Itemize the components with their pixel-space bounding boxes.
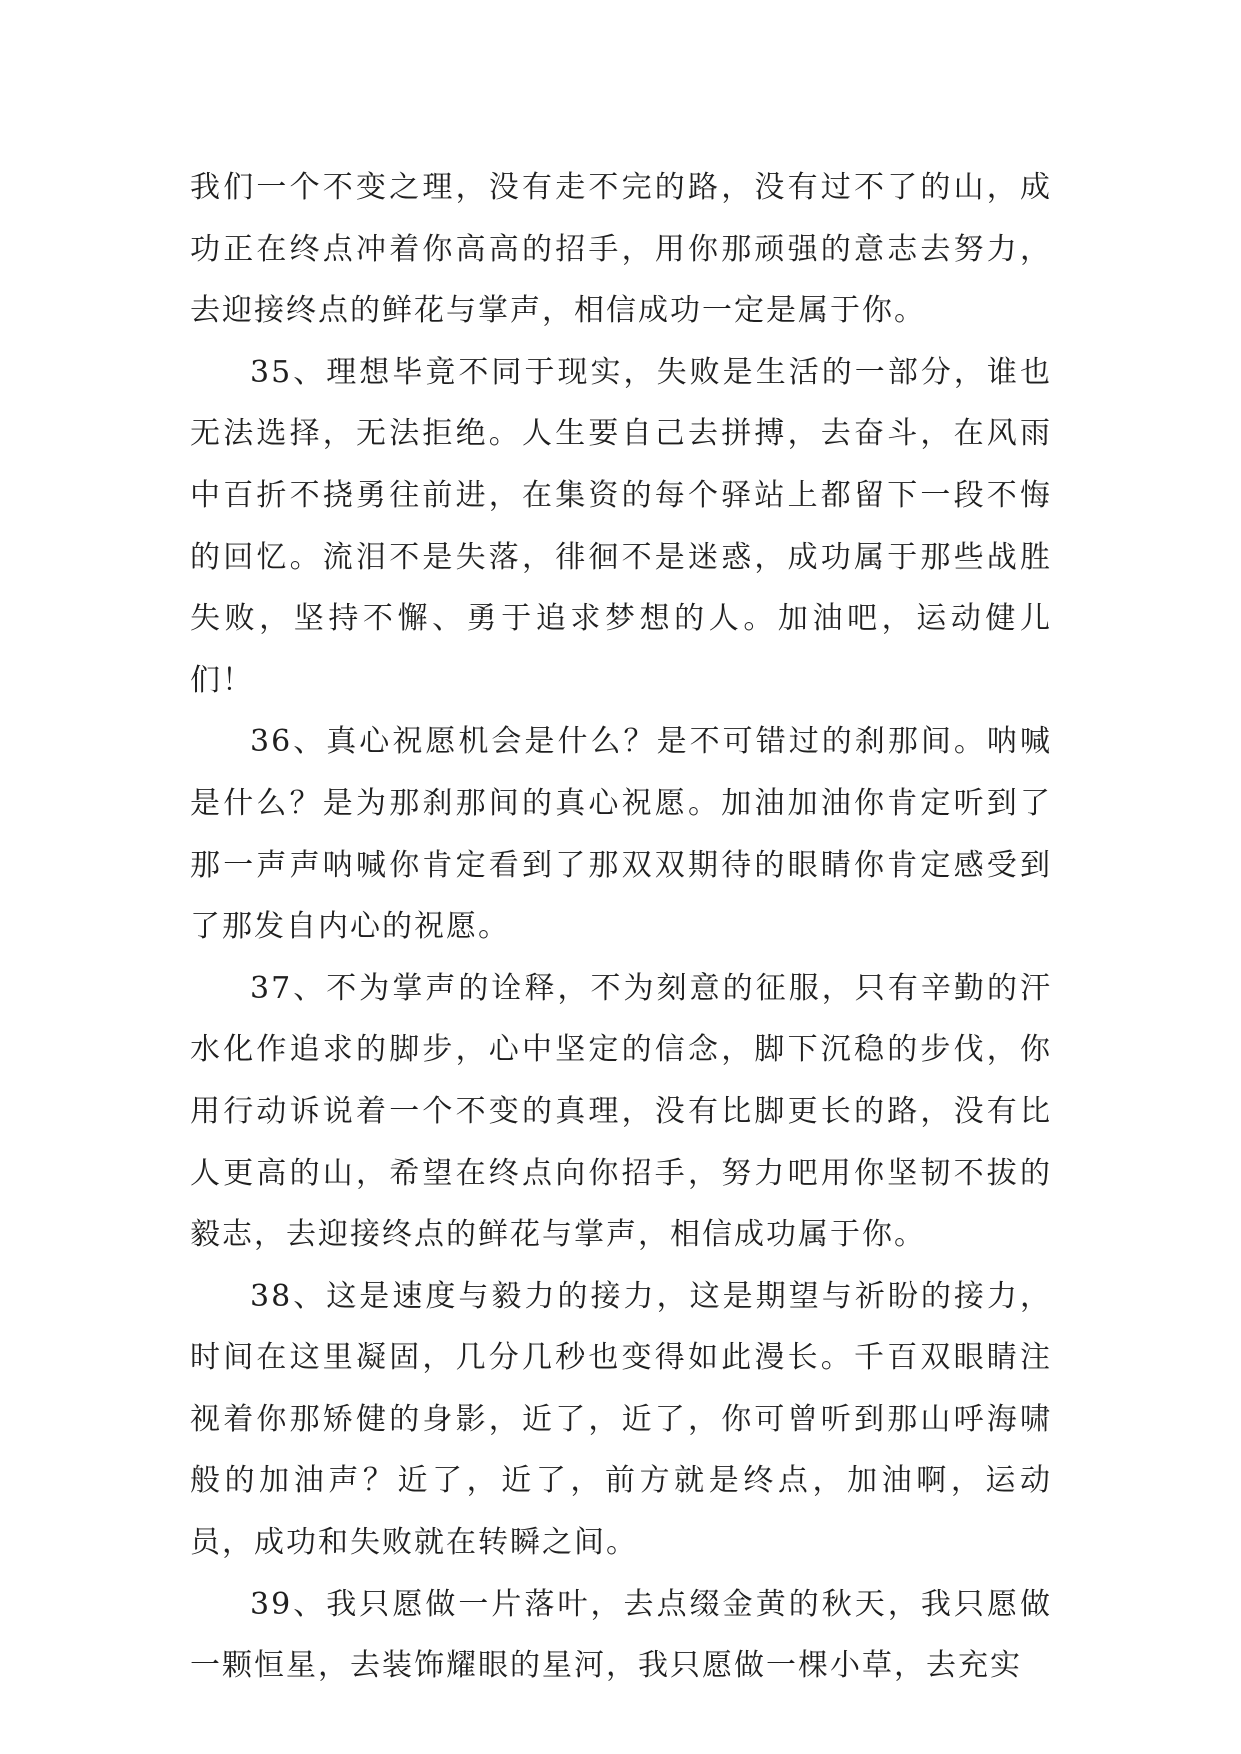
paragraph-36: 36、真心祝愿机会是什么？是不可错过的刹那间。呐喊是什么？是为那刹那间的真心祝愿。加油加油你肯定听到了那一声声呐喊你肯定看到了那双双期待的眼睛你肯定感受到了那发自内心的祝愿。	[190, 724, 1052, 945]
document-body	[190, 157, 1052, 1697]
paragraph-38: 38、这是速度与毅力的接力，这是期望与祈盼的接力，时间在这里凝固，几分几秒也变得如此漫长。千百双眼睛注视着你那矫健的身影，近了，近了，你可曾听到那山呼海啸般的加油声？近了，近了，前方就是终点，加油啊，运动员，成功和失败就在转瞬之间。	[190, 1278, 1052, 1561]
paragraph-37: 37、不为掌声的诠释，不为刻意的征服，只有辛勤的汗水化作追求的脚步，心中坚定的信念，脚下沉稳的步伐，你用行动诉说着一个不变的真理，没有比脚更长的路，没有比人更高的山，希望在终点向你招手，努力吧用你坚韧不拔的毅志，去迎接终点的鲜花与掌声，相信成功属于你。	[190, 970, 1052, 1253]
paragraph-39: 39、我只愿做一片落叶，去点缀金黄的秋天，我只愿做一颗恒星，去装饰耀眼的星河，我只愿做一棵小草，去充实	[190, 1586, 1052, 1684]
paragraph-continued: 我们一个不变之理，没有走不完的路，没有过不了的山，成功正在终点冲着你高高的招手，用你那顽强的意志去努力，去迎接终点的鲜花与掌声，相信成功一定是属于你。	[190, 170, 1052, 329]
paragraph-35: 35、理想毕竟不同于现实，失败是生活的一部分，谁也无法选择，无法拒绝。人生要自己去拼搏，去奋斗，在风雨中百折不挠勇往前进，在集资的每个驿站上都留下一段不悔的回忆。流泪不是失落，徘徊不是迷惑，成功属于那些战胜失败，坚持不懈、勇于追求梦想的人。加油吧，运动健儿们！	[190, 354, 1052, 698]
